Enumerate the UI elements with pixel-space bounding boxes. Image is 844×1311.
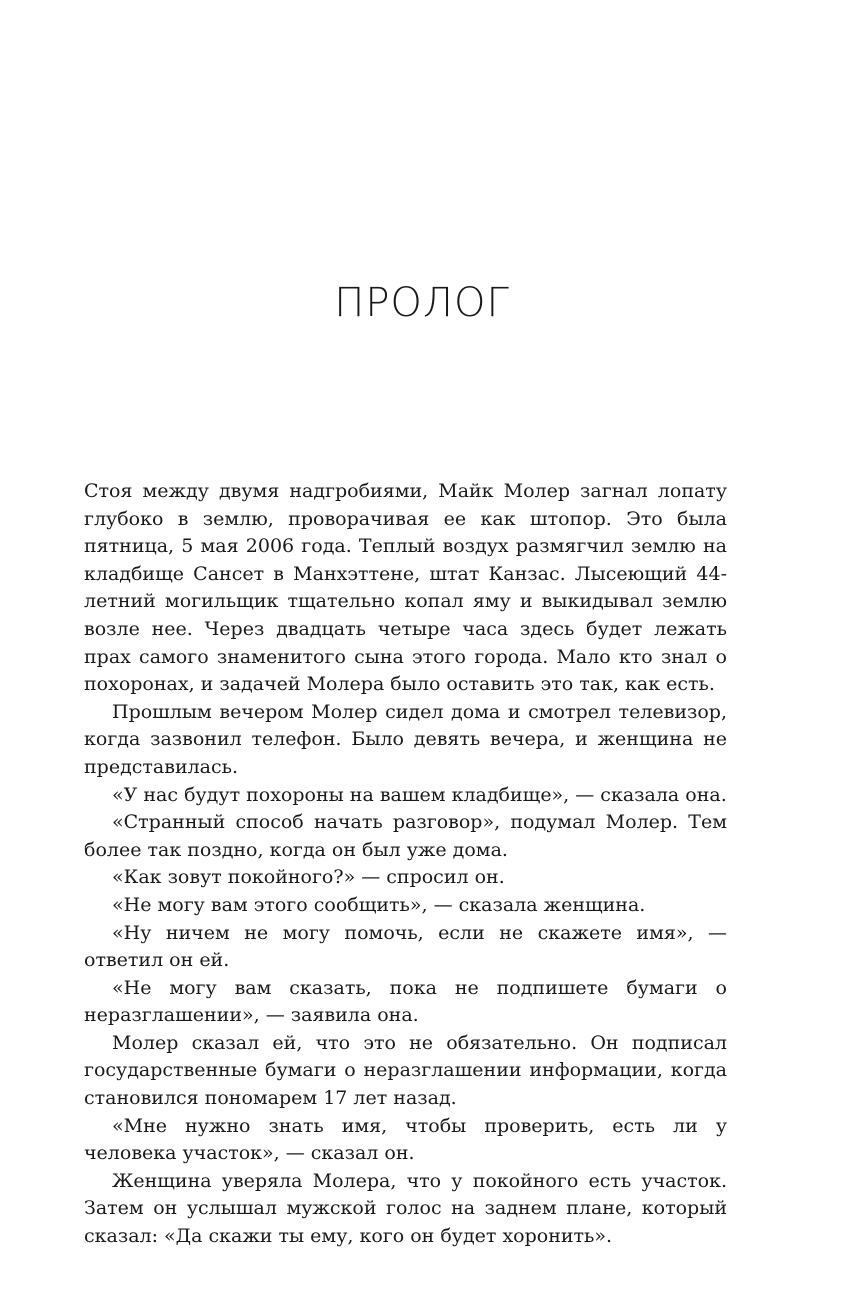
- paragraph: «Не могу вам сказать, пока не подпишете бумаги о неразглашении», — заявила она.: [84, 976, 727, 1027]
- chapter-title: ПРОЛОГ: [334, 280, 510, 326]
- paragraph: «Как зовут покойного?» — спросил он.: [112, 866, 505, 889]
- paragraph: Прошлым вечером Молер сидел дома и смотрел телевизор, когда зазвонил телефон. Было девять вечера, и женщина не представилась.: [84, 700, 727, 778]
- paragraph: Молер сказал ей, что это не обязательно. Он подписал государственные бумаги о неразглашении информации, когда становился пономарем 17 лет назад.: [84, 1031, 727, 1110]
- paragraph: «Не могу вам этого сообщить», — сказала женщина.: [112, 893, 646, 916]
- paragraph: Женщина уверяла Молера, что у покойного есть участок. Затем он услышал мужской голос на заднем плане, который сказал: «Да скажи ты ему, кого он будет хоронить».: [84, 1169, 727, 1248]
- paragraph: «Ну ничем не могу помочь, если не скажете имя», — ответил он ей.: [84, 921, 727, 972]
- paragraph: «Мне нужно знать имя, чтобы проверить, есть ли у человека участок», — сказал он.: [84, 1114, 727, 1165]
- paragraph: Стоя между двумя надгробиями, Майк Молер загнал лопату глубоко в землю, проворачивая ее как штопор. Это была пятница, 5 мая 2006 года. Теплый воздух размягчил землю на кладбище Сансет в Манхэттене, штат Канзас. Лысеющий 44-летний могильщик тщательно копал яму и выкидывал землю возле нее. Через двадцать четыре часа здесь будет лежать прах самого знаменитого сына этого города. Мало кто знал о похоронах, и задачей Молера было оставить это так, как есть.: [84, 480, 727, 696]
- paragraph: «У нас будут похороны на вашем кладбище», — сказала она.: [112, 783, 727, 806]
- chapter-body: [84, 478, 727, 1251]
- paragraph: «Странный способ начать разговор», подумал Молер. Тем более так поздно, когда он был уже дома.: [84, 811, 727, 861]
